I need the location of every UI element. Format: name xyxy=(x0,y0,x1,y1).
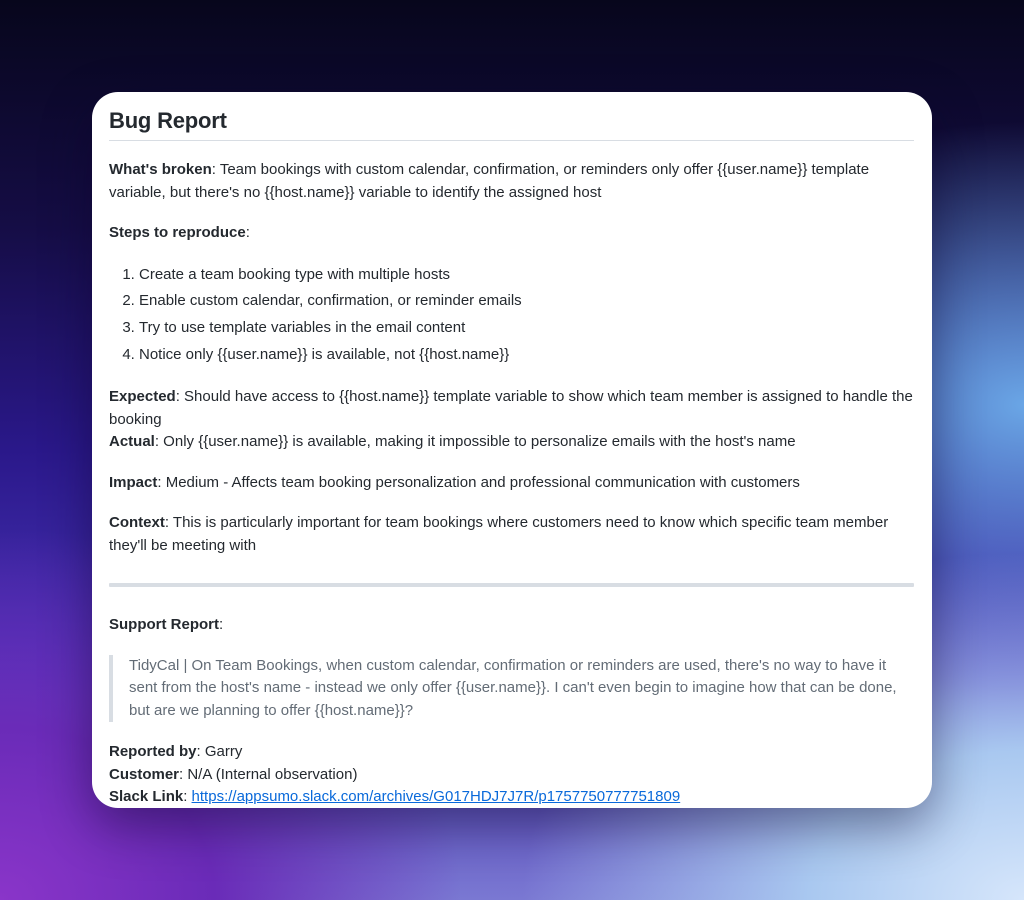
reported-by-label: Reported by xyxy=(109,743,197,761)
list-item: 2. Enable custom calendar, confirmation, or reminder emails xyxy=(139,288,914,315)
impact-label: Impact xyxy=(109,473,158,491)
context-paragraph xyxy=(109,512,914,557)
support-report-label: Support Report xyxy=(109,616,219,634)
expected-label: Expected xyxy=(109,388,176,406)
whats-broken-paragraph xyxy=(109,159,914,204)
section-divider xyxy=(109,583,914,587)
steps-list xyxy=(109,262,914,369)
steps-label-suffix: : xyxy=(245,224,250,241)
list-item: 3. Try to use template variables in the email content xyxy=(139,315,914,342)
steps-label: Steps to reproduce xyxy=(109,224,246,241)
expected-actual-paragraph xyxy=(109,386,914,454)
report-metadata xyxy=(109,741,914,808)
list-item: 1. Create a team booking type with multiple hosts xyxy=(139,262,914,289)
slack-link[interactable]: https://appsumo.slack.com/archives/G017HDJ7J7R/p1757750777751809 xyxy=(191,788,681,806)
support-quote-text: TidyCal | On Team Bookings, when custom calendar, confirmation or reminders are used, there's no way to have it sent from the host's name - instead we only offer {{user.name}}. I can't even begin to imagine how that can be done, but are we planning to offer {{host.name}}? xyxy=(129,656,897,719)
support-quote xyxy=(109,655,914,723)
steps-heading xyxy=(109,222,914,245)
actual-text: : Only {{user.name}} is available, making it impossible to personalize emails with the host's name xyxy=(154,433,796,451)
support-report-suffix: : xyxy=(219,616,224,634)
page-title: Bug Report xyxy=(109,106,914,141)
whats-broken-label: What's broken xyxy=(109,161,212,178)
bug-report-content xyxy=(109,92,914,808)
impact-text: : Medium - Affects team booking personalization and professional communication with customers xyxy=(157,473,800,491)
whats-broken-text: : Team bookings with custom calendar, confirmation, or reminders only offer {{user.name}} template variable, but there's no {{host.name}} variable to identify the assigned host xyxy=(109,161,870,201)
reported-by-value: : Garry xyxy=(196,743,243,761)
slack-link-label: Slack Link xyxy=(109,788,184,806)
expected-text: : Should have access to {{host.name}} template variable to show which team member is assigned to handle the booking xyxy=(109,388,913,428)
context-label: Context xyxy=(109,514,165,532)
list-item: 4. Notice only {{user.name}} is available, not {{host.name}} xyxy=(139,342,914,369)
context-text: : This is particularly important for team bookings where customers need to know which specific team member they'll be meeting with xyxy=(109,514,889,554)
customer-value: : N/A (Internal observation) xyxy=(179,765,358,783)
support-report-heading xyxy=(109,614,914,637)
customer-label: Customer xyxy=(109,765,180,783)
bug-report-card xyxy=(92,92,932,808)
actual-label: Actual xyxy=(109,433,155,451)
slack-link-separator: : xyxy=(183,788,192,806)
impact-paragraph xyxy=(109,472,914,495)
